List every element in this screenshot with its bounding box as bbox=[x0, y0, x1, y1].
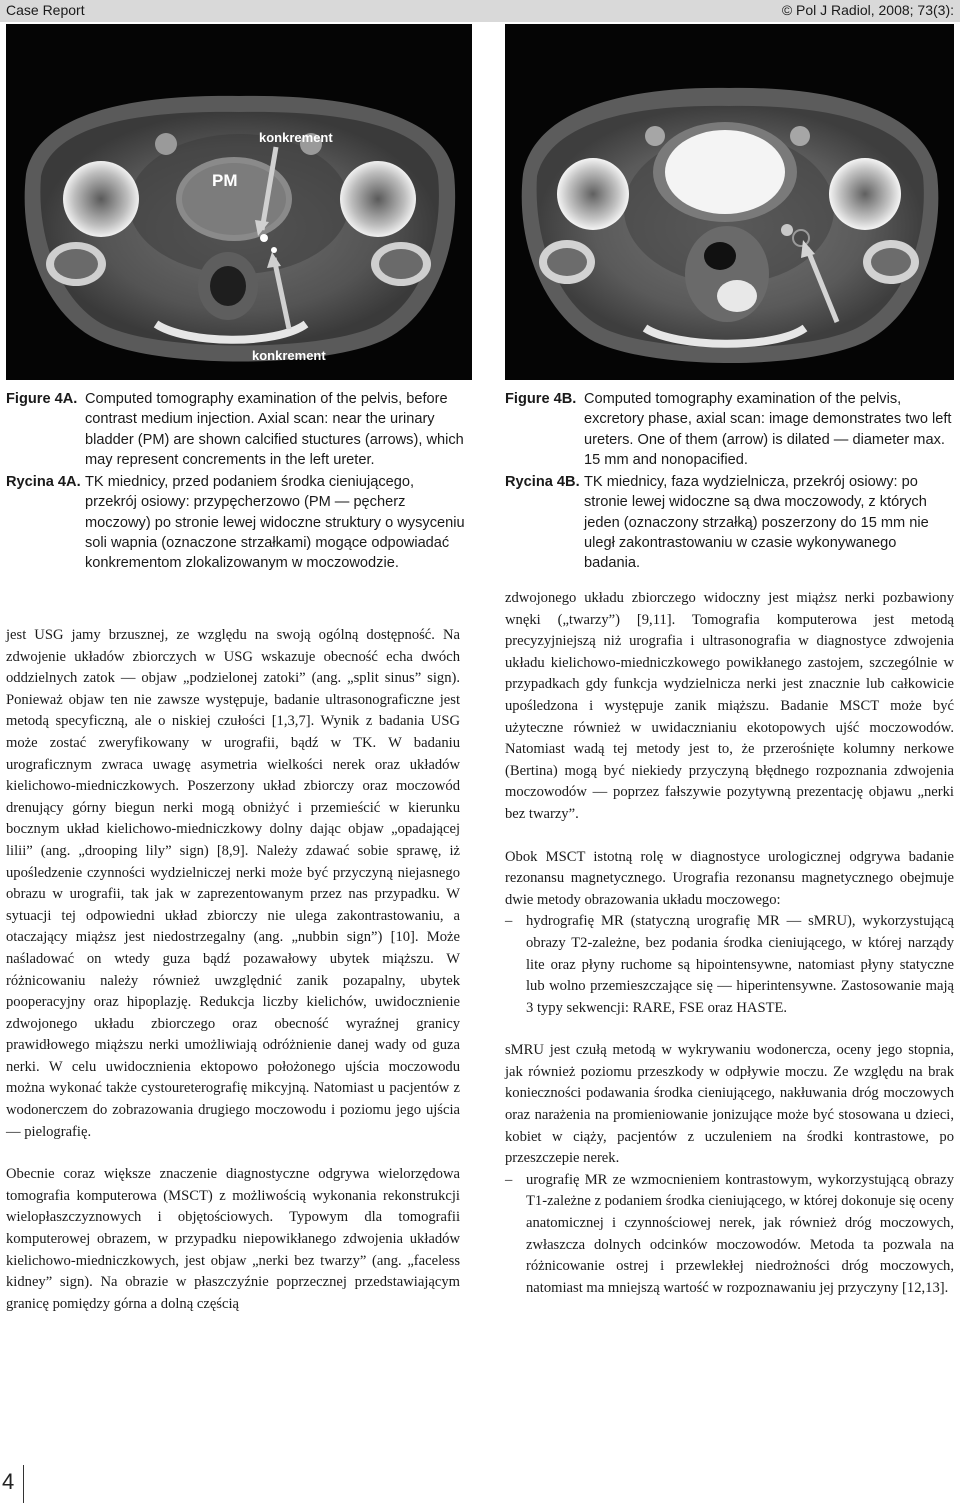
page-number: 4 bbox=[2, 1469, 15, 1494]
list-item-contrast-urography bbox=[505, 1170, 954, 1300]
left-paragraph-2: Obecnie coraz większe znaczenie diagnostyczne odgrywa wielorzędowa tomografia komputerowa (MSCT) z możliwością wykonania rekonstrukcji wielopłaszczyznowych i objętościowych. Typowym dla tomografii komputerowej obrazem, w przypadku niepowikłanego zdwojenia układów kielichowo-miedniczkowych, jest objaw „nerki bez twarzy” (ang. „faceless kidney” sign). Na obrazie w płaszczyźnie poprzecznej przedstawiającym granicę pomiędzy górna a dolną częścią bbox=[6, 1166, 460, 1312]
header-section-label: Case Report bbox=[6, 2, 85, 18]
right-paragraph-2: Obok MSCT istotną rolę w diagnostyce urologicznej odgrywa badanie rezonansu magnetycznego. Urografia rezonansu magnetycznego obejmuje dwie metody obrazowania układu moczowego: bbox=[505, 848, 954, 908]
list-item-2-text: urografię MR ze wzmocnieniem kontrastowym, wykorzystującą obrazy T1-zależne z podaniem środka cieniującego, w której dokonuje się oceny anatomicznej i czynnościowej nerek, jak również dróg moczowych, zwłaszcza dolnych odcinków moczowodów. Metoda ta pozwala na różnicowanie ostrej i przewlekłej niedrożności dróg moczowych, natomiast ma mniejszą wartość w rozpoznawaniu jej przyczyny [12,13]. bbox=[526, 1171, 954, 1296]
caption-4a-pl-text: TK miednicy, przed podaniem środka cieniującego, przekrój osiowy: przypęcherzowo (PM — pęcherz moczowy) po stronie lewej widoczne struktury o wysyceniu soli wapnia (oznaczone strzałkami) mogące odpowiadać konkrementom zlokalizowanym w moczowodzie. bbox=[85, 474, 465, 572]
label-pm: PM bbox=[212, 171, 238, 190]
right-paragraph-3: sMRU jest czułą metodą w wykrywaniu wodonercza, oceny jego stopnia, jak również poziomu przeszkody w odpływie moczu. Ze względu na brak konieczności podawania środka cieniującego, nakłuwania dróg moczowych oraz narażenia na promieniowanie jonizujące może być stosowana u dzieci, kobiet w ciąży, pacjentów z uczuleniem na środki kontrastowe, po przeszczepie nerek. bbox=[505, 1042, 954, 1167]
caption-4a-en-text: Computed tomography examination of the pelvis, before contrast medium injection. Axial scan: near the urinary bladder (PM) are shown calcified stuctures (arrows), which may represent concrements in the left ureter. bbox=[85, 391, 464, 468]
ct-scan-4a bbox=[6, 24, 472, 380]
caption-4a-en-label: Figure 4A. bbox=[6, 391, 78, 407]
figure-4b-ct-image bbox=[505, 24, 954, 380]
left-paragraph-1: jest USG jamy brzusznej, ze względu na swoją ogólną dostępność. Na zdwojenie układów zbiorczych w USG wskazuje obecność echa dwóch oddzielnych zatok — objaw „podzielonej zatoki” (ang. „split sinus” sign). Ponieważ objaw ten nie zawsze występuje, badanie ultrasonograficzne jest metodą specyficzną, ale o niskiej czułości [1,3,7]. Wynik z badania USG może zostać zweryfikowany w urografii, bądź w TK. W badaniu urograficznym zwraca uwagę asymetria wielkości nerek oraz układów kielichowo-miedniczkowych. Poszerzony układ zbiorczy oraz moczowód drenujący górny biegun nerki mogą obniżyć i przemieścić w kierunku bocznym układ kielichowo-miedniczkowy dolny dając objaw „opadającej lilii” (ang. „drooping lily” sign) [8,9]. Należy zdawać sobie sprawę, iż upośledzenie czynności wydzielniczej nerki może być przyczyną niejasnego obrazu w urografii, tak jak w zaprezentowanym przez nas przypadku. W sytuacji tej odpowiedni układ zbiorczy nie ulega zakontrastowaniu, a otaczający miąższ jest niedostrzegalny (ang. „nubbin sign”) [10]. Może naśladować on wtedy guza bądź pozawałowy ubytek miąższu. W różnicowaniu należy również uwzględnić zanik pozapalny, ubytek pooperacyjny oraz hipoplazję. Redukcja liczby kielichów, uwidocznienie zdwojonego układu zbiorczego oraz obecność wyraźnej granicy prawidłowego miąższu nerki umożliwiają odróżnienie danej wady od guza nerki. W celu uwidocznienia ektopowo położonego ujścia moczowodu można wykonać także cystoureterografię mikcyjną. Natomiast u pacjentów z wodonerczem do zobrazowania drugiego moczowodu i poziomu jego ujścia — pielografię. bbox=[6, 627, 460, 1140]
right-paragraph-1: zdwojonego układu zbiorczego widoczny jest miąższ nerki pozbawiony wnęki („twarzy”) [9,11]. Tomografia komputerowa jest metodą precyzyjniejszą niż urografia i ultrasonografia w diagnostyce zdwojenia układu kielichowo-miedniczkowego powikłanego zastojem, szczególnie w przypadkach gdy funkcja wydzielnicza nerki jest znacznie lub całkowicie upośledzona i występuje zanik miąższu. Badanie MSCT może być użyteczne również w uwidacznianiu ekotopowych ujść moczowodów. Natomiast wadą tej metody jest to, że przerośnięte kolumny nerkowe (Bertina) mogą być niekiedy przyczyną błędnego rozpoznania zdwojenia moczowodów — poprzez fałszywie pozytywną prezentację objawu „nerki bez twarzy”. bbox=[505, 590, 954, 822]
label-konkrement-bottom: konkrement bbox=[252, 348, 326, 363]
caption-4a-pl-label: Rycina 4A. bbox=[6, 474, 81, 491]
caption-4a-polish bbox=[6, 472, 466, 573]
header-journal-citation: © Pol J Radiol, 2008; 73(3): bbox=[781, 2, 954, 18]
caption-4b-pl-text: TK miednicy, faza wydzielnicza, przekrój osiowy: po stronie lewej widoczne są dwa moczowody, z których jeden (oznaczony strzałką) poszerzony do 15 mm nie uległ zakontrastowaniu w czasie wykonywanego badania. bbox=[584, 474, 929, 572]
caption-figure-4b bbox=[505, 389, 954, 574]
body-column-right bbox=[505, 588, 954, 1299]
caption-4b-pl-label: Rycina 4B. bbox=[505, 474, 580, 491]
list-dash: – bbox=[505, 913, 513, 930]
list-dash: – bbox=[505, 1171, 513, 1188]
list-item-1-text: hydrografię MR (statyczną urografię MR — sMRU), wykorzystującą obrazy T2-zależne, bez podania środka cieniującego, w której narządy lite oraz płyny ruchome są hipointensywne, natomiast płyny statyczne lub wolno przemieszczające się — hiperintensywne. Zastosowanie mają 3 typy sekwencji: RARE, FSE oraz HASTE. bbox=[526, 913, 954, 1016]
ct-scan-4b bbox=[505, 24, 954, 380]
label-konkrement-top: konkrement bbox=[259, 130, 333, 145]
figure-4a-ct-image bbox=[6, 24, 472, 380]
caption-4b-english bbox=[505, 389, 954, 470]
list-item-hydrography bbox=[505, 911, 954, 1019]
caption-4b-en-text: Computed tomography examination of the pelvis, excretory phase, axial scan: image demonstrates two left ureters. One of them (arrow) is dilated — diameter max. 15 mm and nonopacified. bbox=[584, 391, 952, 468]
caption-4b-en-label: Figure 4B. bbox=[505, 391, 577, 407]
caption-4b-polish bbox=[505, 472, 954, 573]
caption-figure-4a bbox=[6, 389, 466, 574]
page-number-box bbox=[0, 1465, 24, 1503]
caption-4a-english bbox=[6, 389, 466, 470]
body-column-left bbox=[6, 625, 460, 1336]
running-header bbox=[0, 0, 960, 22]
